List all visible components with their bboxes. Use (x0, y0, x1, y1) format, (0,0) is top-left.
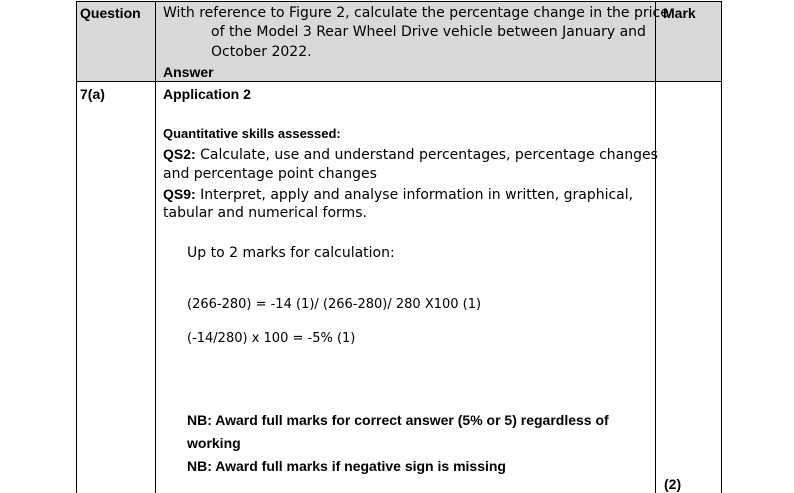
mark-value: (2) (664, 476, 682, 492)
answer-header: Answer (163, 64, 214, 80)
question-number: 7(a) (80, 86, 105, 102)
qs-title: Quantitative skills assessed: (163, 126, 341, 141)
question-text-line-2: of the Model 3 Rear Wheel Drive vehicle between January and (211, 24, 646, 40)
table-border-left (76, 1, 77, 493)
qs2-label: QS2: (163, 146, 196, 162)
calculation-line-2: (-14/280) x 100 = -5% (1) (187, 331, 356, 346)
mark-header: Mark (663, 5, 696, 21)
qs9-label: QS9: (163, 186, 196, 202)
table-border-right (721, 1, 722, 493)
qs2-text: Calculate, use and understand percentages, percentage changes (195, 147, 658, 163)
calculation-line-1: (266-280) = -14 (1)/ (266-280)/ 280 X100 (1) (187, 297, 482, 312)
marks-intro: Up to 2 marks for calculation: (187, 245, 395, 261)
question-text-line-1: With reference to Figure 2, calculate the percentage change in the price (163, 5, 669, 21)
qs9-line-2: tabular and numerical forms. (163, 205, 367, 221)
note-1-line-2: working (187, 435, 241, 451)
note-1-line-1: NB: Award full marks for correct answer (5% or 5) regardless of (187, 412, 609, 428)
qs9-text: Interpret, apply and analyse information in written, graphical, (195, 187, 634, 203)
application-label: Application 2 (163, 86, 251, 102)
qs2-line-2: and percentage point changes (163, 166, 377, 182)
column-divider-1 (155, 1, 156, 493)
column-divider-2 (655, 1, 656, 493)
table-header-divider (76, 81, 722, 82)
question-text-line-3: October 2022. (211, 44, 312, 60)
qs9-line-1 (163, 186, 633, 203)
qs2-line-1 (163, 146, 658, 163)
table-border-top (76, 1, 722, 2)
note-2: NB: Award full marks if negative sign is missing (187, 458, 506, 474)
question-header: Question (80, 5, 141, 21)
